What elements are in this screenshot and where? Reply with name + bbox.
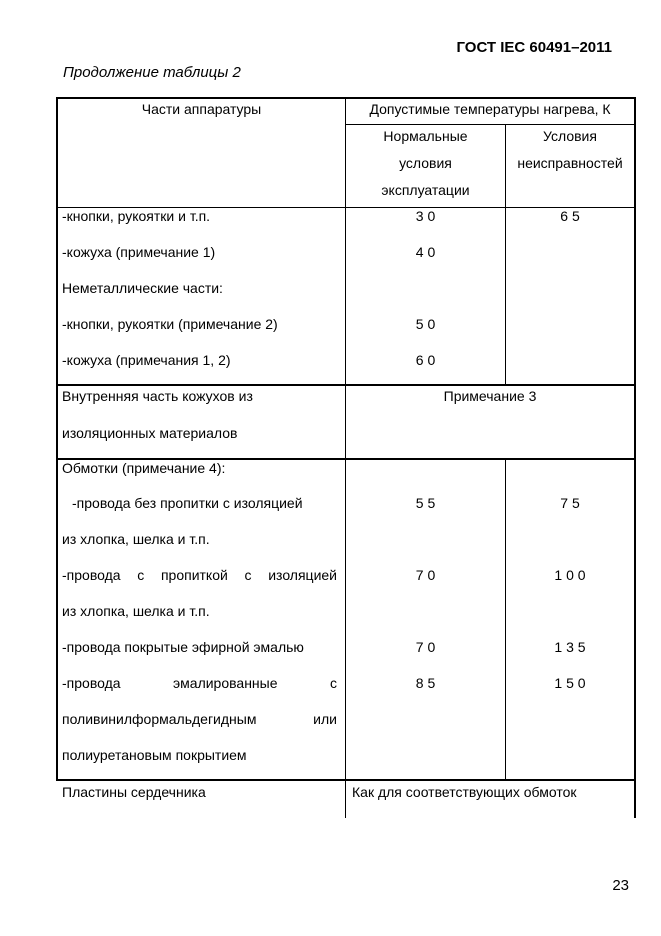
row-normal-value: 6 0 — [415, 352, 436, 368]
row-label-text: -провода без пропитки с изоляцией — [72, 495, 303, 511]
row-label: Внутренняя часть кожухов из — [62, 388, 253, 404]
row-label: -кнопки, рукоятки (примечание 2) — [62, 316, 278, 332]
row-label: Пластины сердечника — [62, 784, 206, 800]
column-header-parts: Части аппаратуры — [141, 101, 262, 117]
row-fault-value: 1 0 0 — [554, 567, 586, 583]
row-fault-value: 7 5 — [560, 495, 580, 511]
page-number: 23 — [612, 877, 629, 894]
row-normal-value: 8 5 — [415, 675, 436, 691]
row-label: -кожуха (примечания 1, 2) — [62, 352, 231, 368]
subheader-normal-line3: эксплуатации — [381, 182, 470, 198]
row-label: Неметаллические части: — [62, 280, 223, 296]
row-label: -провода с пропиткой с изоляцией — [62, 567, 337, 583]
column-header-temperatures: Допустимые температуры нагрева, К — [369, 101, 611, 117]
section-title: Обмотки (примечание 4): — [62, 460, 226, 476]
row-label: полиуретановым покрытием — [62, 747, 247, 763]
row-fault-value: 1 5 0 — [554, 675, 586, 691]
note-reference: Примечание 3 — [443, 388, 537, 404]
subheader-normal-line2: условия — [399, 155, 452, 171]
row-normal-value: 3 0 — [415, 208, 436, 224]
row-normal-value: 5 5 — [415, 495, 436, 511]
row-normal-value: 7 0 — [415, 639, 436, 655]
row-label — [72, 495, 337, 511]
document-code: ГОСТ IEC 60491–2011 — [456, 39, 612, 56]
row-label: изоляционных материалов — [62, 425, 238, 441]
row-label: поливинилформальдегидным или — [62, 711, 337, 727]
subheader-fault-line2: неисправностей — [517, 155, 623, 171]
row-label: из хлопка, шелка и т.п. — [62, 603, 210, 619]
row-label: из хлопка, шелка и т.п. — [62, 531, 210, 547]
row-label: -провода эмалированные с — [62, 675, 337, 691]
subheader-normal-line1: Нормальные — [383, 128, 468, 144]
row-normal-value: 5 0 — [415, 316, 436, 332]
row-fault-value: 1 3 5 — [554, 639, 586, 655]
row-fault-value: 6 5 — [560, 208, 580, 224]
row-label: -кожуха (примечание 1) — [62, 244, 216, 260]
row-normal-value: 7 0 — [415, 567, 436, 583]
row-label: -провода покрытые эфирной эмалью — [62, 639, 304, 655]
row-label: -кнопки, рукоятки и т.п. — [62, 208, 211, 224]
table-continuation-caption: Продолжение таблицы 2 — [63, 64, 241, 81]
row-value: Как для соответствующих обмоток — [352, 784, 577, 800]
subheader-fault-line1: Условия — [543, 128, 597, 144]
row-normal-value: 4 0 — [415, 244, 436, 260]
